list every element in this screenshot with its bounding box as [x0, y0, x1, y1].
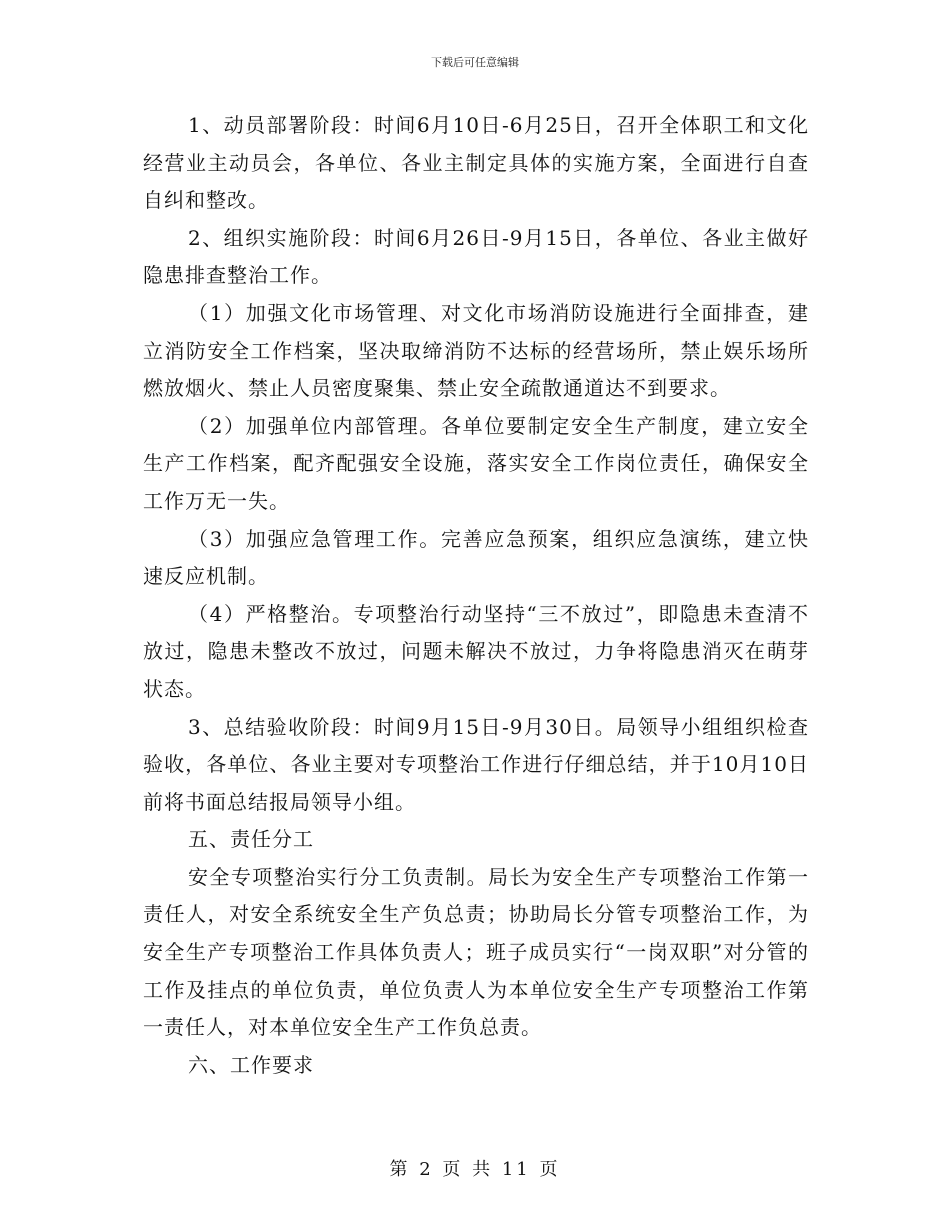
paragraph-stage-3: 3、总结验收阶段：时间9月15日-9月30日。局领导小组组织检查验收，各单位、各业主要对专项整治工作进行仔细总结，并于10月10日前将书面总结报局领导小组。 — [143, 714, 809, 814]
section-heading-responsibility: 五、责任分工 — [188, 827, 314, 852]
paragraph-item-1: （1）加强文化市场管理、对文化市场消防设施进行全面排查，建立消防安全工作档案，坚决取缔消防不达标的经营场所，禁止娱乐场所燃放烟火、禁止人员密度聚集、禁止安全疏散通道达不到要求。 — [143, 300, 809, 401]
paragraph-stage-1: 1、动员部署阶段：时间6月10日-6月25日，召开全体职工和文化经营业主动员会，各单位、各业主制定具体的实施方案，全面进行自查自纠和整改。 — [143, 113, 809, 213]
paragraph-stage-2: 2、组织实施阶段：时间6月26日-9月15日，各单位、各业主做好隐患排查整治工作。 — [143, 225, 809, 288]
paragraph-item-4: （4）严格整治。专项整治行动坚持“三不放过”，即隐患未查清不放过，隐患未整改不放过，问题未解决不放过，力争将隐患消灭在萌芽状态。 — [143, 601, 809, 701]
paragraph-item-3: （3）加强应急管理工作。完善应急预案，组织应急演练，建立快速反应机制。 — [143, 526, 809, 589]
paragraph-item-2: （2）加强单位内部管理。各单位要制定安全生产制度，建立安全生产工作档案，配齐配强安全设施，落实安全工作岗位责任，确保安全工作万无一失。 — [143, 413, 809, 513]
page-number-footer: 第 2 页 共 11 页 — [389, 1159, 561, 1180]
section-heading-requirements: 六、工作要求 — [188, 1052, 314, 1077]
paragraph-responsibility: 安全专项整治实行分工负责制。局长为安全生产专项整治工作第一责任人，对安全系统安全生产负总责；协助局长分管专项整治工作，为安全生产专项整治工作具体负责人；班子成员实行“一岗双职”对分管的工作及挂点的单位负责，单位负责人为本单位安全生产专项整治工作第一责任人，对本单位安全生产工作负总责。 — [143, 864, 809, 1040]
page-header-note: 下载后可任意编辑 — [431, 56, 519, 69]
document-body — [143, 107, 809, 1084]
